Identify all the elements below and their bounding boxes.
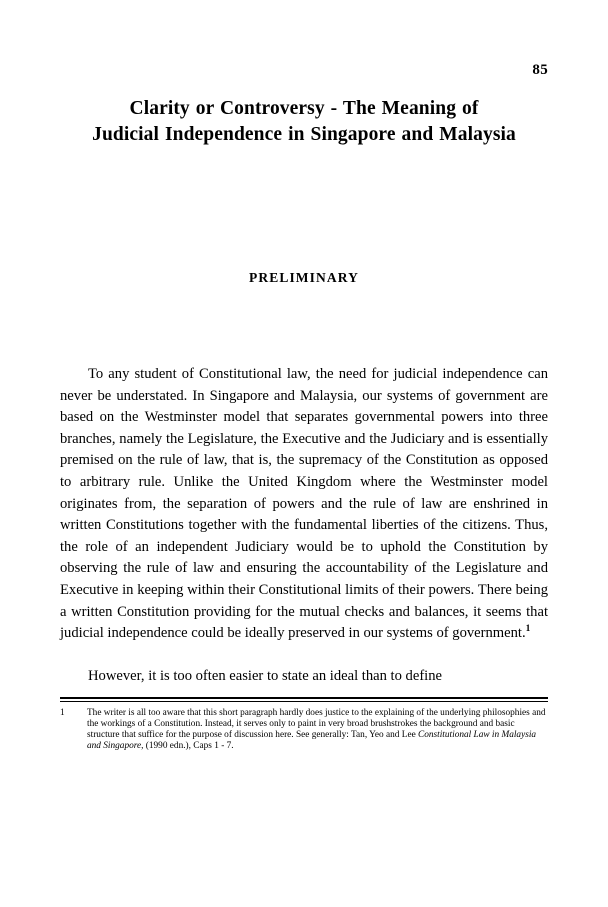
page-number: 85 — [532, 62, 548, 78]
article-title-line-1: Clarity or Controversy - The Meaning of — [129, 98, 479, 119]
article-title-line-2: Judicial Independence in Singapore and Malaysia — [92, 124, 516, 145]
footnote-item — [60, 708, 548, 753]
footnote-text — [87, 708, 548, 753]
article-title — [60, 96, 548, 148]
footnote-separator-thin — [60, 701, 548, 702]
section-heading-preliminary: PRELIMINARY — [249, 270, 359, 285]
footnote-area — [60, 697, 548, 753]
footnote-text-part-2: (1990 edn.), Caps 1 - 7. — [143, 741, 234, 752]
footnote-reference-1[interactable]: 1 — [525, 624, 531, 635]
paragraph-1 — [60, 364, 548, 645]
body-text — [60, 364, 548, 688]
footnote-citation-title: Constitutional Law in Malaysia and Singapore, — [87, 730, 537, 752]
paragraph-1-text: To any student of Constitutional law, the need for judicial independence can never be understated. In Singapore and Malaysia, our systems of government are based on the Westminster model that separates governmental powers into three branches, namely the Legislature, the Executive and the Judiciary and is essentially premised on the rule of law, that is, the supremacy of the Constitution as opposed to arbitrary rule. Unlike the United Kingdom where the Westminster model originates from, the separation of powers and the rule of law are enshrined in written Constitutions together with the fundamental liberties of the citizens. Thus, the role of an independent Judiciary would be to uphold the Constitution by observing the rule of law and ensuring the accountability of the Legislature and Executive in keeping within their Constitutional limits of their powers. There being a written Constitution providing for the mutual checks and balances, it seems that judicial independence could be ideally preserved in our systems of government. — [60, 366, 548, 642]
page-content — [60, 0, 548, 688]
paragraph-2: However, it is too often easier to state an ideal than to define — [88, 668, 443, 685]
footnote-text-part-1: The writer is all too aware that this short paragraph hardly does justice to the explaining of the underlying philosophies and the workings of a Constitution. Instead, it serves only to paint in very broad brushstrokes the background and basic structure that suffice for the purpose of discussion here. See generally: Tan, Yeo and Lee — [87, 707, 546, 741]
footnote-number: 1 — [60, 707, 65, 718]
